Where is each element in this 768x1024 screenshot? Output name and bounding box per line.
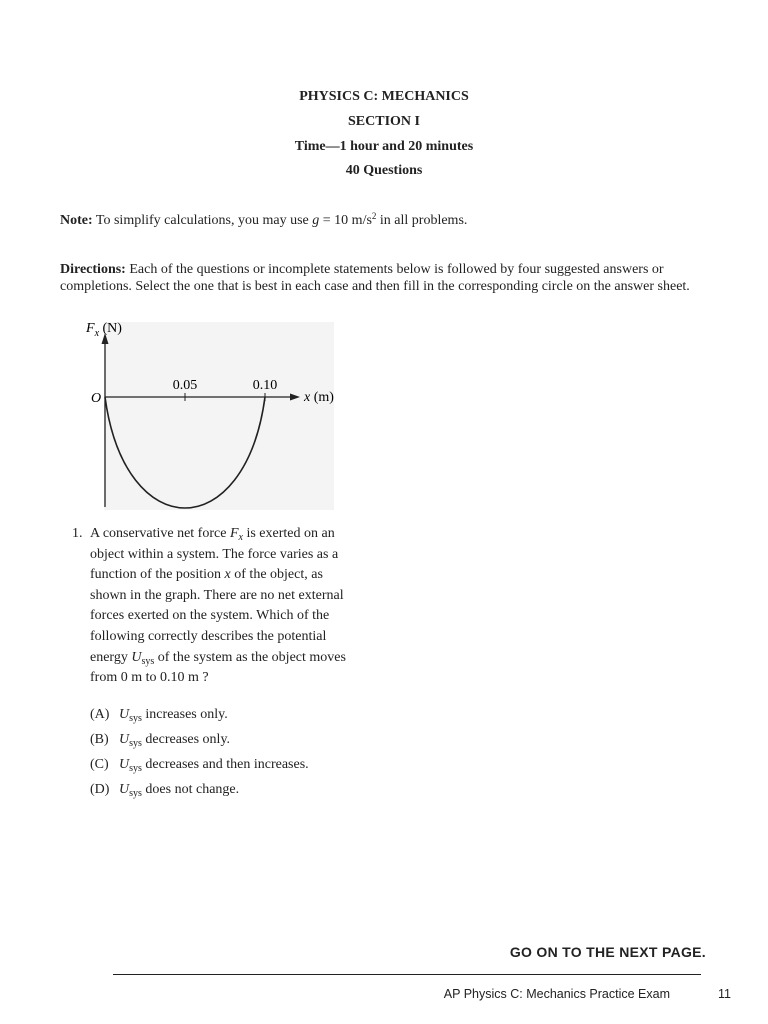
- tick-label-0-05: 0.05: [172, 378, 198, 393]
- choice-text: decreases only.: [141, 732, 231, 747]
- y-axis-label: $F_x$ (N): [86, 321, 122, 339]
- note-text-end: in all problems.: [376, 213, 468, 228]
- footer-divider: [113, 974, 701, 975]
- next-page-notice: GO ON TO THE NEXT PAGE.: [509, 944, 706, 960]
- exam-title: PHYSICS C: MECHANICS: [299, 89, 469, 104]
- energy-subscript: sys: [129, 763, 142, 774]
- position-symbol: x: [224, 567, 231, 583]
- choice-letter: (D): [90, 782, 110, 797]
- exam-name: AP Physics C: Mechanics Practice Exam: [443, 987, 670, 1001]
- page-number: 11: [718, 987, 731, 1001]
- choice-d[interactable]: [90, 781, 239, 799]
- stem-line-8: from 0 m to 0.10 m ?: [90, 670, 209, 686]
- question-count: 40 Questions: [345, 163, 423, 178]
- choice-b[interactable]: [90, 731, 230, 749]
- energy-subscript: sys: [141, 655, 155, 667]
- stem-line-5: forces exerted on the system. Which of the: [90, 608, 330, 624]
- choice-text: increases only.: [141, 707, 228, 722]
- energy-symbol: U: [119, 707, 130, 722]
- energy-symbol: U: [131, 649, 142, 665]
- force-symbol: F: [229, 526, 239, 541]
- origin-label: O: [91, 391, 102, 406]
- g-symbol: g: [312, 213, 320, 228]
- choice-text: decreases and then increases.: [141, 757, 309, 772]
- graph-background: [104, 322, 334, 510]
- stem-line-3: function of the position: [90, 567, 222, 583]
- energy-symbol: U: [119, 732, 130, 747]
- choice-letter: (C): [90, 757, 109, 772]
- stem-line-4: shown in the graph. There are no net external: [90, 587, 344, 603]
- g-exponent: 2: [371, 211, 377, 221]
- energy-symbol: U: [119, 757, 130, 772]
- x-axis-label: x (m): [304, 390, 334, 405]
- stem-line-7: energy: [90, 649, 128, 665]
- choice-letter: (A): [90, 707, 110, 722]
- note-label: Note:: [60, 213, 93, 228]
- choice-c[interactable]: [90, 756, 309, 774]
- time-limit: Time—1 hour and 20 minutes: [294, 139, 474, 154]
- directions-label: Directions:: [60, 262, 126, 277]
- energy-subscript: sys: [129, 738, 142, 749]
- choice-text: does not change.: [141, 782, 240, 797]
- note-text: To simplify calculations, you may use: [92, 213, 313, 228]
- tick-label-0-10: 0.10: [252, 378, 278, 393]
- choice-a[interactable]: [90, 706, 228, 724]
- stem-line-1: A conservative net force: [90, 526, 227, 541]
- choice-letter: (B): [90, 732, 109, 747]
- stem-line-3-tail: of the object, as: [230, 567, 323, 583]
- stem-line-1-tail: is exerted on an: [242, 526, 335, 541]
- energy-symbol: U: [119, 782, 130, 797]
- force-subscript: x: [238, 532, 243, 543]
- energy-subscript: sys: [129, 713, 142, 724]
- directions-line-1: Each of the questions or incomplete statements below is followed by four suggested answers or: [125, 262, 664, 277]
- question-stem: [90, 524, 370, 689]
- energy-subscript: sys: [129, 788, 142, 799]
- question-number: 1.: [72, 526, 83, 541]
- stem-line-6: following correctly describes the potential: [90, 628, 327, 644]
- stem-line-2: object within a system. The force varies as a: [90, 546, 339, 562]
- directions-line-2: completions. Select the one that is best in each case and then fill in the corresponding circle on the answer sheet.: [60, 279, 690, 294]
- section-label: SECTION I: [348, 114, 420, 129]
- g-value: = 10 m/s: [319, 213, 372, 228]
- stem-line-7-tail: of the system as the object moves: [154, 649, 346, 665]
